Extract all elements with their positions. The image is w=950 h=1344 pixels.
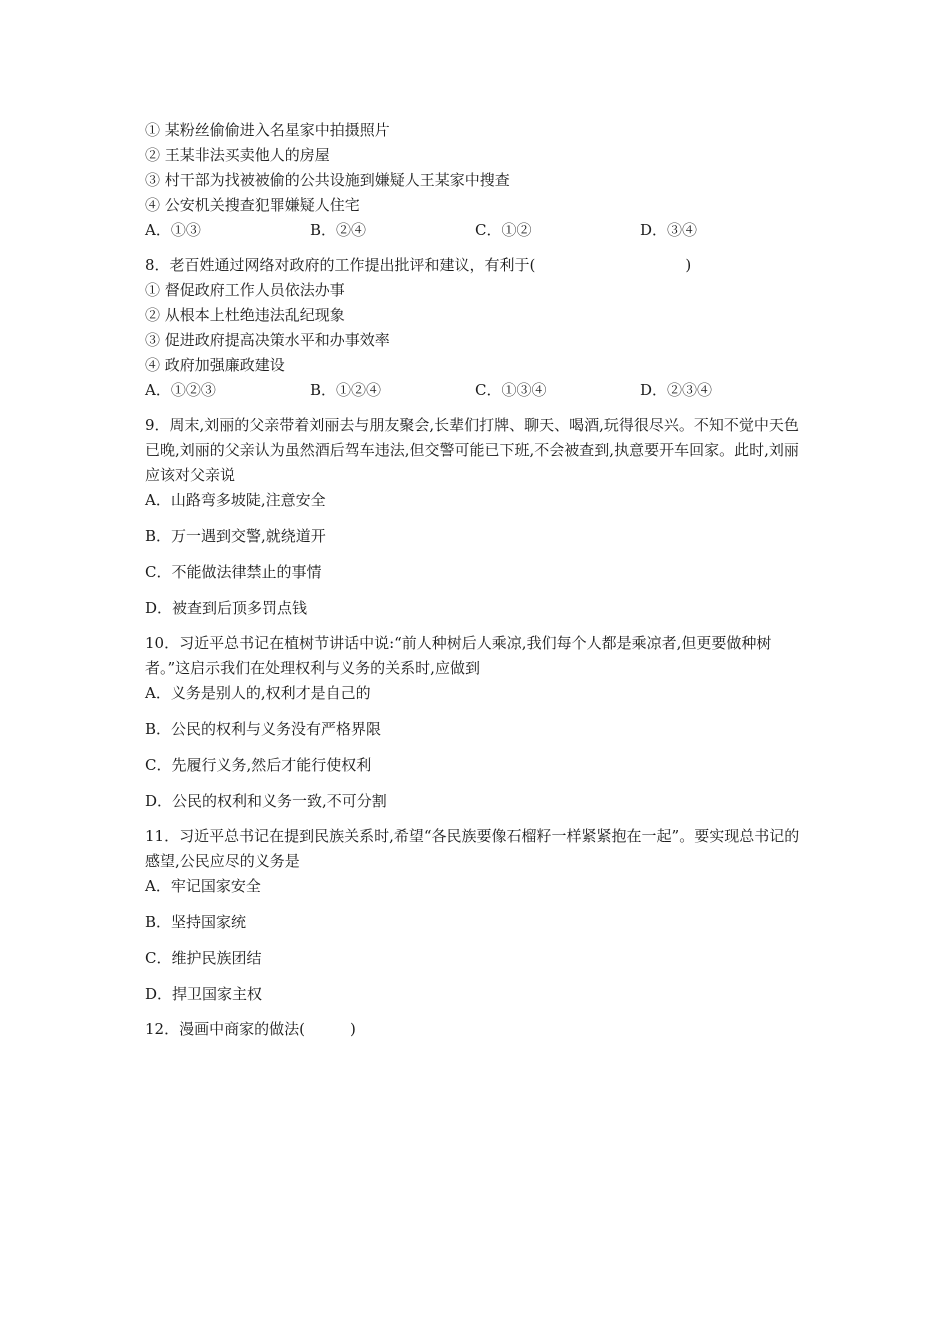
q8-item-1: ① 督促政府工作人员依法办事 (145, 281, 345, 299)
q7-options (145, 218, 813, 243)
q11-stem: 11．习近平总书记在提到民族关系时,希望“各民族要像石榴籽一样紧紧抱在一起”。要实现总书记的感望,公民应尽的义务是 (145, 827, 800, 870)
q9-option-c: C．不能做法律禁止的事情 (145, 563, 322, 581)
q7-option-d: D．③④ (640, 221, 698, 239)
q8-item-3: ③ 促进政府提高决策水平和办事效率 (145, 331, 390, 349)
q8-options (145, 378, 813, 403)
q9-option-b: B．万一遇到交警,就绕道开 (145, 527, 326, 545)
q10-option-d: D．公民的权利和义务一致,不可分割 (145, 792, 387, 810)
question-10 (145, 631, 813, 814)
question-8 (145, 253, 813, 403)
q8-option-b: B．①②④ (310, 381, 382, 399)
q11-option-b: B．坚持国家统 (145, 913, 247, 931)
q11-option-a: A．牢记国家安全 (145, 877, 261, 895)
q7-option-a: A．①③ (145, 221, 201, 239)
q10-option-a: A．义务是别人的,权利才是自己的 (145, 684, 371, 702)
question-11 (145, 824, 813, 1007)
q8-item-2: ② 从根本上杜绝违法乱纪现象 (145, 306, 345, 324)
q10-option-c: C．先履行义务,然后才能行使权利 (145, 756, 372, 774)
q7-option-b: B．②④ (310, 221, 367, 239)
q9-stem: 9．周末,刘丽的父亲带着刘丽去与朋友聚会,长辈们打牌、聊天、喝酒,玩得很尽兴。不知不觉中天色已晚,刘丽的父亲认为虽然酒后驾车违法,但交警可能已下班,不会被查到,执意要开车回家。此时,刘丽应该对父亲说 (145, 416, 799, 484)
q9-option-d: D．被查到后顶多罚点钱 (145, 599, 308, 617)
q7-item-4: ④ 公安机关搜查犯罪嫌疑人住宅 (145, 196, 360, 214)
q12-stem: 12．漫画中商家的做法( ) (145, 1020, 356, 1038)
q8-stem: 8．老百姓通过网络对政府的工作提出批评和建议，有利于( ) (145, 256, 692, 274)
q7-item-2: ② 王某非法买卖他人的房屋 (145, 146, 330, 164)
question-12 (145, 1017, 813, 1042)
q9-option-a: A．山路弯多坡陡,注意安全 (145, 491, 326, 509)
question-7 (145, 118, 813, 243)
q8-option-a: A．①②③ (145, 381, 216, 399)
q7-item-1: ① 某粉丝偷偷进入名星家中拍摄照片 (145, 121, 390, 139)
question-9 (145, 413, 813, 621)
q11-option-c: C．维护民族团结 (145, 949, 262, 967)
q7-option-c: C．①② (475, 221, 532, 239)
q10-stem: 10．习近平总书记在植树节讲话中说:“前人种树后人乘凉,我们每个人都是乘凉者,但更要做种树者。”这启示我们在处理权利与义务的关系时,应做到 (145, 634, 772, 677)
exam-page (145, 118, 813, 1042)
q8-option-d: D．②③④ (640, 381, 713, 399)
q10-option-b: B．公民的权利与义务没有严格界限 (145, 720, 382, 738)
q8-option-c: C．①③④ (475, 381, 547, 399)
q11-option-d: D．捍卫国家主权 (145, 985, 263, 1003)
q7-item-3: ③ 村干部为找被被偷的公共设施到嫌疑人王某家中搜查 (145, 171, 510, 189)
q8-item-4: ④ 政府加强廉政建设 (145, 356, 285, 374)
